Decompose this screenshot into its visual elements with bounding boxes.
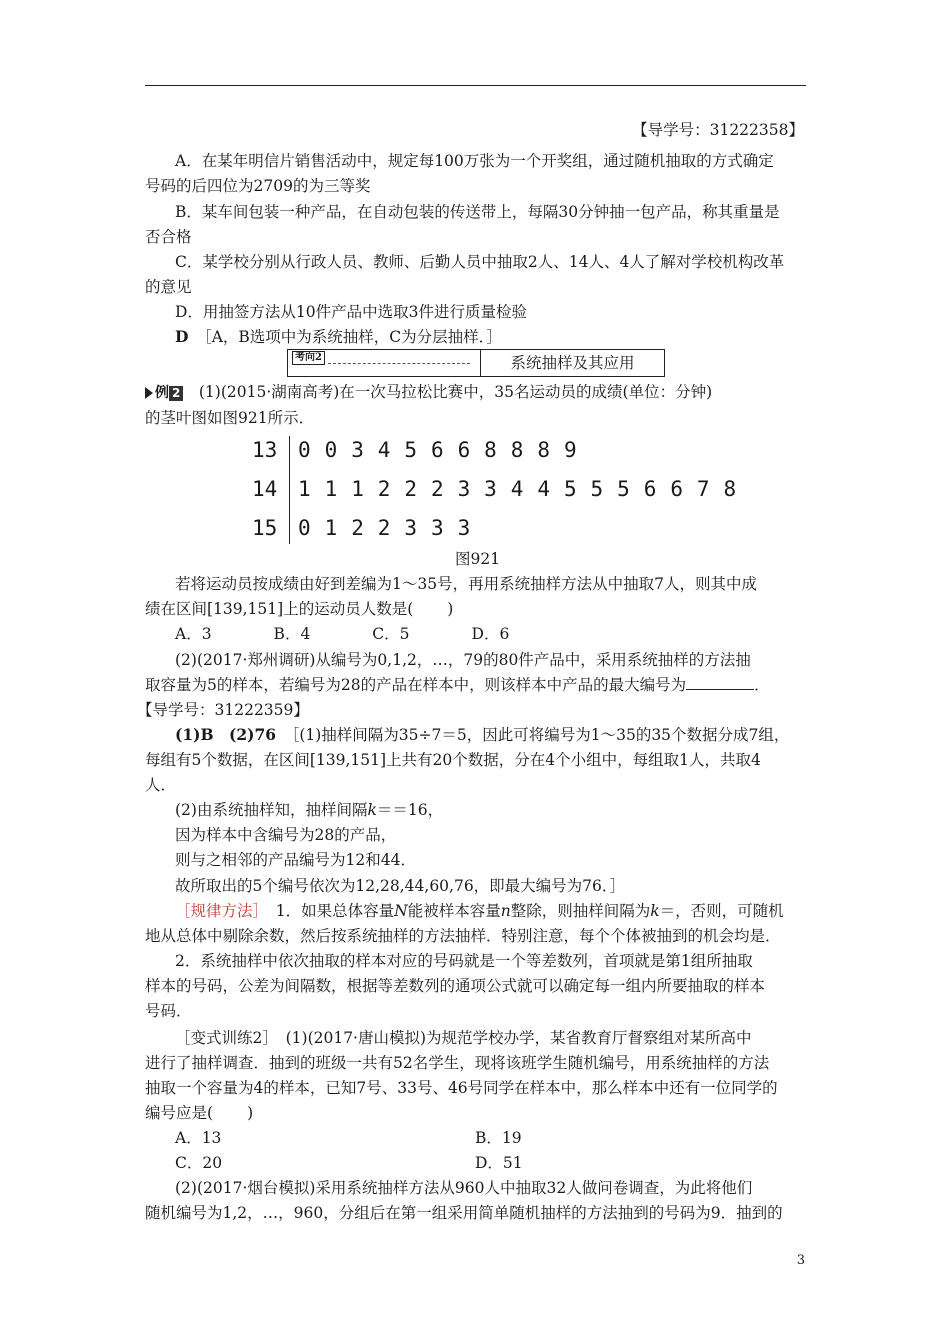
solution-line4 bbox=[175, 800, 443, 820]
variant-option-b: B．19 bbox=[475, 1129, 522, 1147]
option-c-line1: C．某学校分别从行政人员、教师、后勤人员中抽取2人、14人、4人了解对学校机构改革 bbox=[175, 253, 785, 271]
leaf: 5 bbox=[590, 477, 604, 501]
solution-line5: 因为样本中含编号为28的产品， bbox=[175, 826, 397, 844]
variant-line4-text: 编号应是( bbox=[145, 1104, 214, 1122]
solution-line3: 人． bbox=[145, 776, 177, 794]
leaf: 0 bbox=[298, 516, 311, 540]
example-badge bbox=[145, 383, 183, 403]
answer-1-text: ［A，B选项中为系统抽样，C为分层抽样．］ bbox=[203, 328, 502, 346]
question-2-line2 bbox=[145, 675, 770, 695]
example-intro-line1 bbox=[145, 382, 712, 403]
stem-leaf-divider bbox=[289, 436, 290, 544]
section-header bbox=[287, 349, 665, 377]
leaf: 7 bbox=[696, 477, 710, 501]
solution-key: (1)B (2)76 bbox=[175, 725, 277, 744]
question-1-text: 绩在区间[139,151]上的运动员人数是( bbox=[145, 600, 414, 618]
solution-text: ［(1)抽样间隔为35÷7＝5，因此可将编号为1～35的35个数据分成7组， bbox=[291, 726, 790, 744]
triangle-icon bbox=[145, 387, 153, 399]
question-2-text: 取容量为5的样本，若编号为28的产品在样本中，则该样本中产品的最大编号为 bbox=[145, 676, 687, 694]
method-text-c: 整除，则抽样间隔为 bbox=[510, 902, 651, 920]
example-badge-label: 例 bbox=[155, 385, 169, 401]
variant-line5: (2)(2017·烟台模拟)采用系统抽样方法从960人中抽取32人做问卷调查，为此将他们 bbox=[175, 1179, 753, 1197]
leaf: 0 bbox=[298, 438, 311, 462]
leaf: 6 bbox=[643, 477, 657, 501]
leaf: 6 bbox=[670, 477, 683, 501]
variant-line3: 抽取一个容量为4的样本，已知7号、33号、46号同学在样本中，那么样本中还有一位同学的 bbox=[145, 1079, 778, 1097]
solution-line6: 则与之相邻的产品编号为12和44． bbox=[175, 851, 416, 869]
leaf: 6 bbox=[430, 438, 444, 462]
leaf: 4 bbox=[537, 477, 550, 501]
method-line2: 地从总体中剔除余数，然后按系统抽样的方法抽样．特别注意，每个个体被抽到的机会均是． bbox=[145, 927, 781, 945]
solution-line4-text: (2)由系统抽样知，抽样间隔 bbox=[175, 801, 368, 819]
method-text-b: 能被样本容量 bbox=[407, 902, 501, 920]
section-tag bbox=[288, 350, 481, 376]
option-c-line2: 的意见 bbox=[145, 278, 192, 296]
option-a-line1: A．在某年明信片销售活动中，规定每100万张为一个开奖组，通过随机抽取的方式确定 bbox=[175, 152, 774, 170]
option-b-line1: B．某车间包装一种产品，在自动包装的传送带上，每隔30分钟抽一包产品，称其重量是 bbox=[175, 203, 780, 221]
variant-line2: 进行了抽样调查．抽到的班级一共有52名学生，现将该班学生随机编号，用系统抽样的方法 bbox=[145, 1054, 770, 1072]
option-a-line2: 号码的后四位为2709的为三等奖 bbox=[145, 177, 371, 195]
leaf: 2 bbox=[377, 516, 391, 540]
section-tag-dashes bbox=[328, 363, 470, 364]
method-text-d: ＝，否则，可随机 bbox=[659, 902, 784, 920]
leaf: 8 bbox=[510, 438, 524, 462]
page-number: 3 bbox=[796, 1253, 805, 1268]
variable-N: N bbox=[394, 902, 408, 920]
section-tag-label: 考向2 bbox=[292, 351, 325, 365]
variant-line4-close: ) bbox=[247, 1104, 254, 1122]
leaf: 5 bbox=[617, 477, 630, 501]
leaf: 5 bbox=[563, 477, 577, 501]
option-b-line2: 否合格 bbox=[145, 228, 192, 246]
leaves-row-15 bbox=[298, 516, 484, 540]
solution-line4-end: ＝＝16， bbox=[376, 801, 444, 819]
example-intro-line2: 的茎叶图如图921所示． bbox=[145, 409, 315, 427]
leaves-row-13 bbox=[298, 438, 591, 462]
leaf: 3 bbox=[430, 516, 444, 540]
question-1-line2 bbox=[145, 599, 453, 619]
leaf: 8 bbox=[537, 438, 550, 462]
leaf: 1 bbox=[324, 516, 338, 540]
leaf: 8 bbox=[484, 438, 497, 462]
stem-13: 13 bbox=[252, 438, 278, 462]
variable-k: k bbox=[650, 902, 660, 920]
question-2-end: ． bbox=[754, 676, 770, 694]
stem-15: 15 bbox=[252, 516, 278, 540]
leaf: 0 bbox=[324, 438, 338, 462]
question-1-close: ) bbox=[447, 600, 454, 618]
leaf: 3 bbox=[351, 438, 364, 462]
guide-number-2: 【导学号：31222359】 bbox=[137, 701, 309, 719]
section-title: 系统抽样及其应用 bbox=[510, 354, 635, 372]
variable-n: n bbox=[500, 902, 511, 920]
leaf: 3 bbox=[457, 477, 471, 501]
variant-line6: 随机编号为1,2，…，960，分组后在第一组采用简单随机抽样的方法抽到的号码为9．抽到的 bbox=[145, 1204, 783, 1222]
question-1-options: A．3 B．4 C．5 D．6 bbox=[175, 625, 510, 643]
solution-line2: 每组有5个数据，在区间[139,151]上共有20个数据，分在4个小组中，每组取1人，共取4 bbox=[145, 751, 761, 769]
method-text-a: 1．如果总体容量 bbox=[275, 902, 395, 920]
example-intro-text: (1)(2015·湖南高考)在一次马拉松比赛中，35名运动员的成绩(单位：分钟) bbox=[198, 383, 713, 401]
leaf: 8 bbox=[723, 477, 737, 501]
leaf: 9 bbox=[563, 438, 577, 462]
leaf: 2 bbox=[404, 477, 418, 501]
answer-blank bbox=[686, 675, 754, 690]
method-line1 bbox=[175, 901, 784, 921]
leaf: 2 bbox=[430, 477, 444, 501]
method-line5: 号码． bbox=[145, 1002, 192, 1020]
answer-1-key: D bbox=[175, 327, 189, 346]
guide-number-1: 【导学号：31222358】 bbox=[632, 121, 804, 139]
variant-line1: ［变式训练2］ (1)(2017·唐山模拟)为规范学校办学，某省教育厅督察组对某所高中 bbox=[175, 1029, 752, 1047]
solution-line7: 故所取出的5个编号依次为12,28,44,60,76，即最大编号为76．］ bbox=[175, 877, 626, 895]
leaf: 5 bbox=[404, 438, 418, 462]
leaf: 1 bbox=[351, 477, 364, 501]
example-badge-number: 2 bbox=[169, 386, 183, 401]
leaf: 1 bbox=[298, 477, 311, 501]
variant-option-a: A．13 bbox=[175, 1129, 222, 1147]
variable-k: k bbox=[367, 801, 377, 819]
variant-option-d: D．51 bbox=[475, 1154, 523, 1172]
leaf: 4 bbox=[510, 477, 524, 501]
answer-1 bbox=[175, 327, 502, 347]
method-line3: 2．系统抽样中依次抽取的样本对应的号码就是一个等差数列，首项就是第1组所抽取 bbox=[175, 952, 753, 970]
header-rule bbox=[145, 85, 806, 86]
leaf: 2 bbox=[351, 516, 364, 540]
solution-line1 bbox=[175, 725, 789, 745]
figure-caption: 图921 bbox=[455, 550, 501, 568]
leaf: 2 bbox=[377, 477, 391, 501]
leaf: 1 bbox=[324, 477, 338, 501]
stem-14: 14 bbox=[252, 477, 278, 501]
variant-line4 bbox=[145, 1103, 253, 1123]
method-line4: 样本的号码，公差为间隔数，根据等差数列的通项公式就可以确定每一组内所要抽取的样本 bbox=[145, 977, 766, 995]
leaf: 6 bbox=[457, 438, 471, 462]
leaf: 3 bbox=[457, 516, 471, 540]
leaf: 3 bbox=[484, 477, 497, 501]
option-d: D．用抽签方法从10件产品中选取3件进行质量检验 bbox=[175, 303, 528, 321]
leaves-row-14 bbox=[298, 477, 750, 501]
leaf: 4 bbox=[377, 438, 391, 462]
question-1-line1: 若将运动员按成绩由好到差编为1～35号，再用系统抽样方法从中抽取7人，则其中成 bbox=[175, 575, 757, 593]
variant-option-c: C．20 bbox=[175, 1154, 223, 1172]
method-label: ［规律方法］ bbox=[175, 902, 261, 920]
question-2-line1: (2)(2017·郑州调研)从编号为0,1,2，…，79的80件产品中，采用系统抽样的方法抽 bbox=[175, 651, 751, 669]
leaf: 3 bbox=[404, 516, 418, 540]
